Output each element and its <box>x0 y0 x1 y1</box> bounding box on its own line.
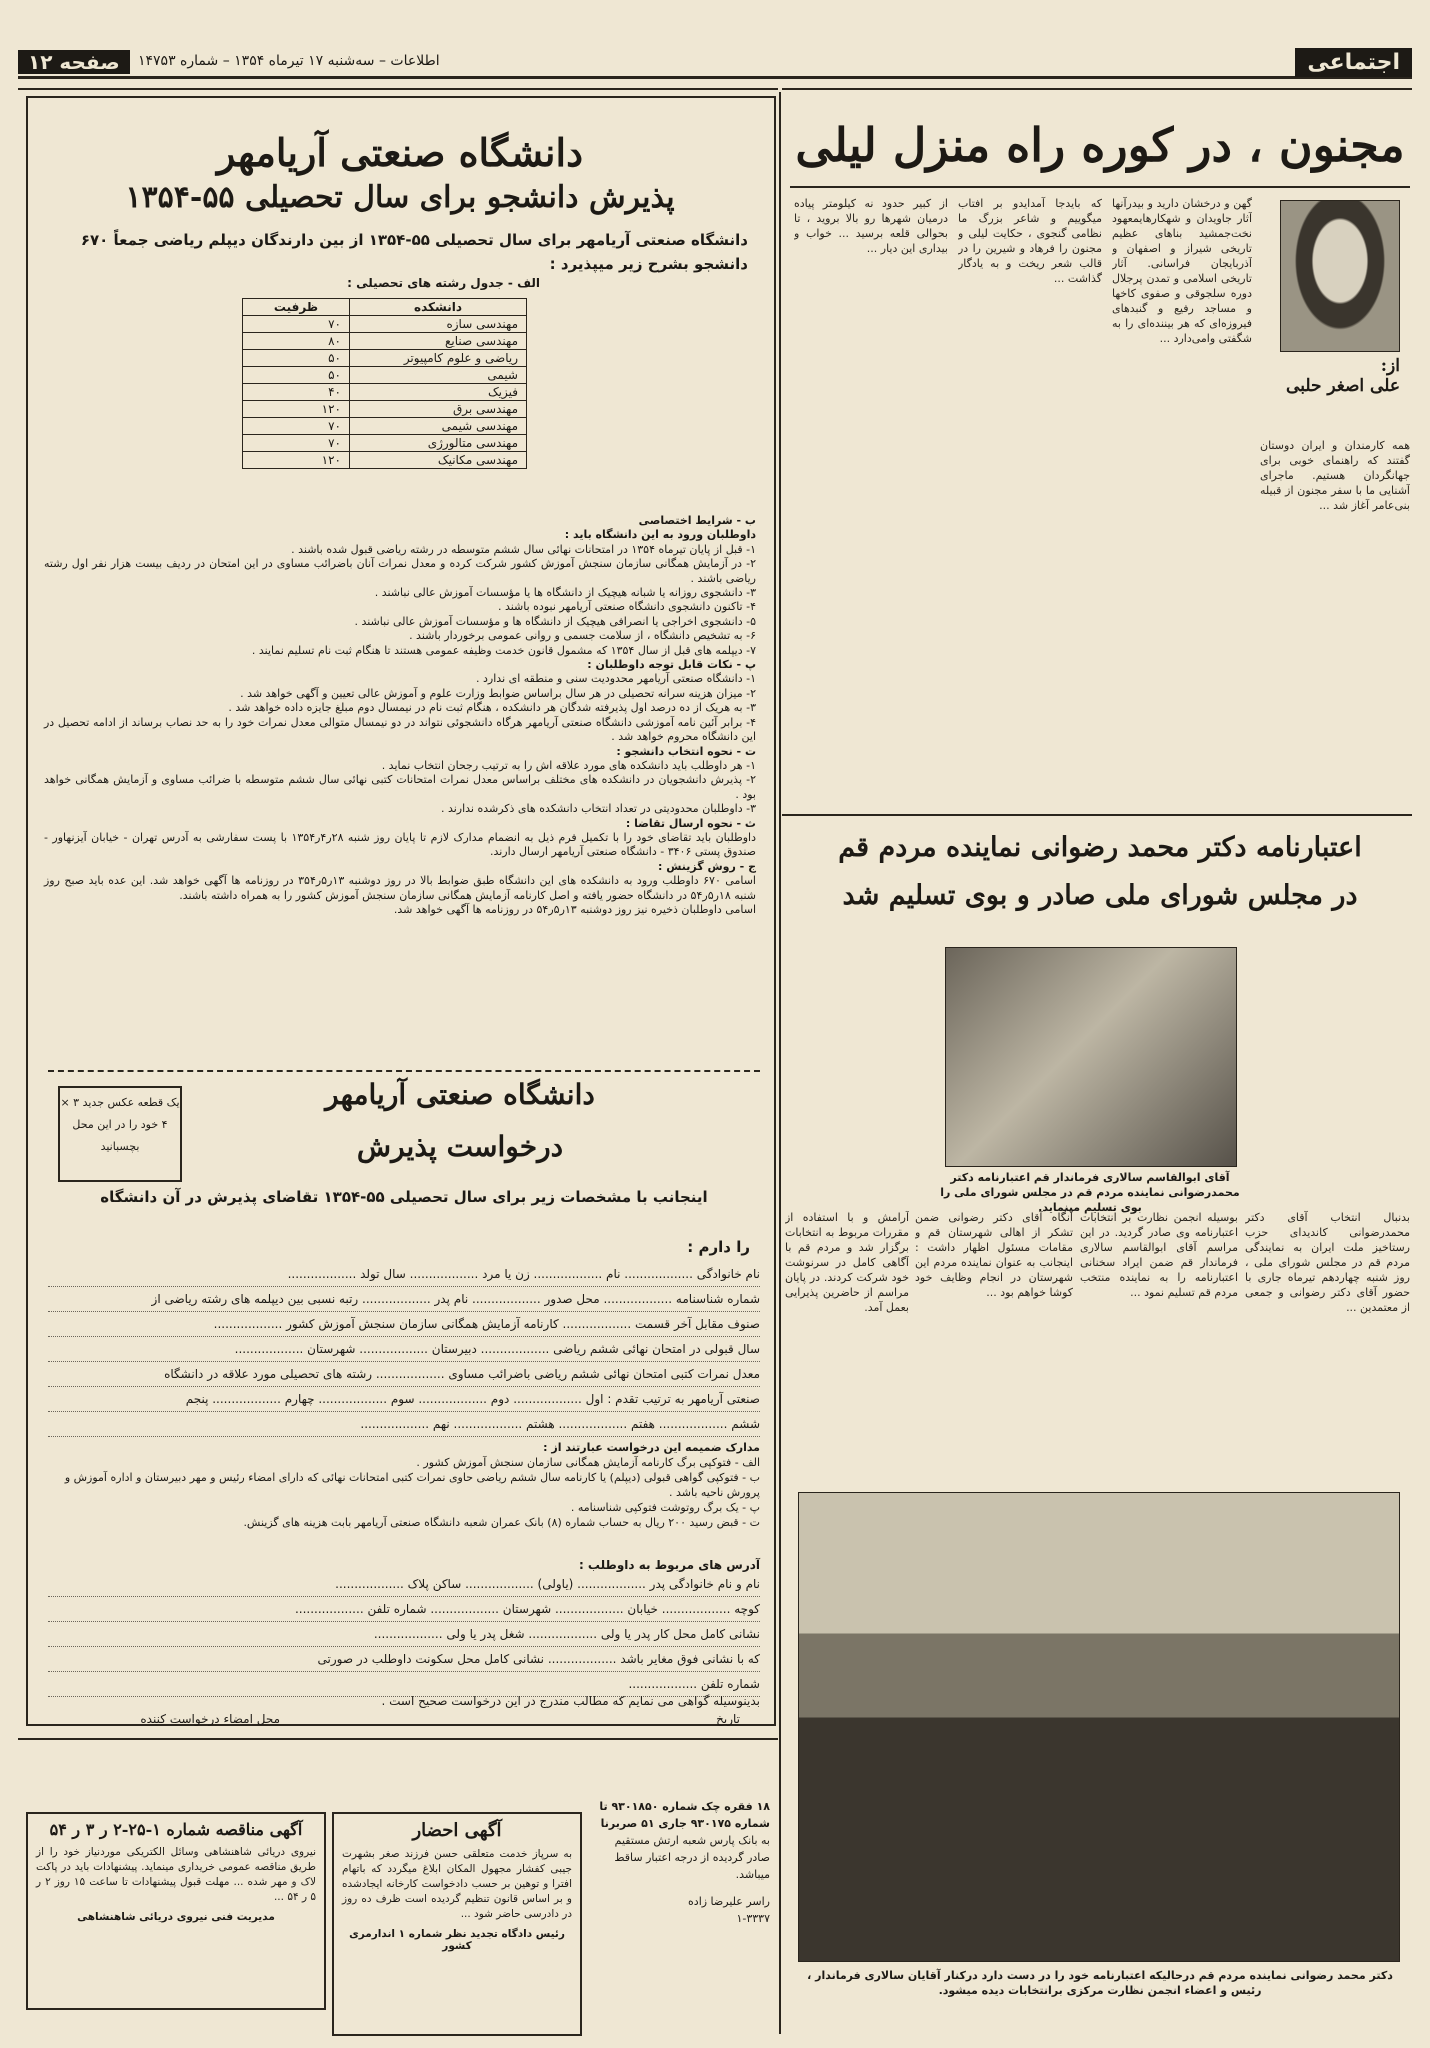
dateline: اطلاعات – سه‌شنبه ۱۷ تیرماه ۱۳۵۴ – شماره ۱۴۷۵۳ <box>138 53 440 69</box>
faculty-table-wrap <box>242 298 527 469</box>
second-col-3: آنگاه آقای دکتر رضوانی ضمن تشکر از اهالی شهرستان قم و مقامات مسئول اظهار داشت : اینجانب به عنوان نماینده مردم این شهرستان در انجام وظایف خود کوشا خواهم بود ... <box>915 1211 1073 1299</box>
article-col-2: گهن و درخشان دارید و بیدرآنها آثار جاویدان و شهکارهایمعهود نخت‌جمشید بناهای عظیم تاریخی شیراز و اصفهان و آذربایجان فراسانی. آثار تاریخی اسلامی و تمدن پرجلال دوره سلجوقی و صفوی کاخها و مساجد رفیع و گنبدهای فیروزه‌ای که هر بیننده‌ای را به شگفتی وامی‌دارد ... <box>1112 197 1252 345</box>
capacity-cell: ۸۰ <box>243 333 350 350</box>
condition-item: ۴- تاکنون دانشجوی دانشگاه صنعتی آریامهر نبوده باشند . <box>497 600 756 614</box>
address-title: آدرس های مربوط به داوطلب : <box>578 1558 760 1572</box>
address-row[interactable]: که با نشانی فوق مغایر باشد .................. نشانی کامل محل سکونت داوطلب در صورتی <box>48 1647 760 1672</box>
docs-list <box>48 1455 760 1530</box>
conditions-list <box>44 543 756 658</box>
article-top-rule <box>782 88 1412 90</box>
doc-item: ب - فتوکپی گواهی قبولی (دیپلم) یا کارنامه سال ششم ریاضی حاوی نمرات کتبی امتحانات نهائی که دارای امضاء رئیس و مهر دبیرستان و اداره آموزش و پرورش ناحیه باشد . <box>64 1471 760 1499</box>
selection-list <box>44 759 756 817</box>
table-row <box>243 333 527 350</box>
note-item: ۴- برابر آئین نامه آموزشی دانشگاه صنعتی آریامهر هرگاه دانشجوئی نتواند در دو نیمسال متوالی معدل نمرات خود را به حد نصاب برساند از ادامه تحصیل در این دانشگاه محروم خواهد شد . <box>44 715 756 744</box>
faculty-cell: مهندسی برق <box>350 401 527 418</box>
conditions-intro: داوطلبان ورود به این دانشگاه باید : <box>564 528 756 542</box>
col-header-faculty: دانشکده <box>350 299 527 316</box>
faculty-cell: شیمی <box>350 367 527 384</box>
legal-line1: ۱۸ فقره چک شماره ۹۳۰۱۸۵۰ تا شماره ۹۳۰۱۷۵ جاری ۵۱ صربرنا <box>599 1800 770 1830</box>
selection-item: ۳- داوطلبان محدودیتی در تعداد انتخاب دانشکده های ذکرشده ندارند . <box>440 802 756 816</box>
application-title: ث - نحوه ارسال تقاضا : <box>625 816 756 830</box>
faculty-cell: فیزیک <box>350 384 527 401</box>
byline <box>1270 356 1400 396</box>
date-label[interactable]: تاریخ <box>716 1712 740 1726</box>
form-field-row[interactable]: صنعتی آریامهر به ترتیب تقدم : اول .................. دوم .................. سوم .................. چهارم .................. پنجم <box>48 1387 760 1412</box>
certify-text: بدینوسیله گواهی می نمایم که مطالب مندرج در این درخواست صحیح است . <box>381 1694 760 1708</box>
capacity-cell: ۵۰ <box>243 350 350 367</box>
conditions-title: ب - شرایط اختصاصی <box>638 514 756 527</box>
second-col-2: بوسیله انجمن نظارت بر انتخابات اعتبارنامه وی صادر گردید. در این مراسم آقای ابوالقاسم سالاری فرماندار قم ضمن ایراد سخنانی اعتبارنامه را به نماینده منتخب مردم قم تسلیم نمود ... <box>1080 1211 1238 1299</box>
table-row <box>243 384 527 401</box>
capacity-cell: ۱۲۰ <box>243 452 350 469</box>
selection-item: ۱- هر داوطلب باید دانشکده های مورد علاقه اش را به ترتیب رجحان انتخاب نماید . <box>381 758 756 772</box>
section-label: اجتماعی <box>1295 48 1412 77</box>
capacity-cell: ۵۰ <box>243 367 350 384</box>
byline-from: از: <box>1380 356 1400 376</box>
faculty-cell: مهندسی شیمی <box>350 418 527 435</box>
masthead <box>18 50 1412 79</box>
photo-credential-handover <box>945 947 1237 1167</box>
form-field-row[interactable]: نام خانوادگی .................. نام .................. زن یا مرد .................. سال تولد .................. <box>48 1262 760 1287</box>
doc-item: الف - فتوکپی برگ کارنامه آزمایش همگانی سازمان سنجش آموزش کشور . <box>416 1456 760 1469</box>
doc-item: ت - قبض رسید ۲۰۰ ریال به حساب شماره (۸) بانک عمران شعبه دانشگاه صنعتی آریامهر بابت هزینه های گزینش. <box>243 1516 760 1529</box>
article-col-4: از کبیر حدود نه کیلومتر پیاده درمیان شهرها رو بالا بروید ، تا بحوالی قلعه برسید ... خواب و بیداری این دیار ... <box>794 197 948 255</box>
table-row <box>243 401 527 418</box>
ad-body <box>44 514 756 917</box>
note-item: ۲- میزان هزینه سرانه تحصیلی در هر سال براساس ضوابط وزارت علوم و آموزش عالی تعیین و آگهی خواهد شد . <box>240 686 756 700</box>
condition-item: ۷- دیپلمه های قبل از سال ۱۳۵۴ که مشمول قانون خدمت وظیفه عمومی هستند تا هنگام ثبت نام تسلیم نمایند . <box>251 643 756 657</box>
form-address <box>48 1558 760 1697</box>
photo-group-ceremony <box>798 1492 1400 1962</box>
second-headline-1: اعتبارنامه دکتر محمد رضوانی نماینده مردم قم <box>838 832 1362 863</box>
legal-signature: راسر علیرضا زاده <box>688 1895 770 1908</box>
address-row[interactable]: شماره تلفن .................. <box>48 1672 760 1697</box>
address-row[interactable]: نشانی کامل محل کار پدر یا ولی .................. شغل پدر یا ولی .................. <box>48 1622 760 1647</box>
application-text: داوطلبان باید تقاضای خود را با تکمیل فرم ذیل به انضمام مدارک لازم تا پایان روز شنبه ۲۸ر۴ر۱۳۵۴ با پست سفارشی به آدرس تهران - خیابان آیزنهاور - صندوق پستی ۳۴۰۶ - دانشگاه صنعتی آریامهر ارسال دارند. <box>44 830 756 859</box>
table-caption: الف - جدول رشته های تحصیلی : <box>347 276 540 290</box>
address-row[interactable]: نام و نام خانوادگی پدر .................. (یاولی) .................. ساکن پلاک .................. <box>48 1572 760 1597</box>
capacity-cell: ۷۰ <box>243 316 350 333</box>
condition-item: ۶- به تشخیص دانشگاه ، از سلامت جسمی و روانی عمومی برخوردار باشند . <box>409 629 756 643</box>
table-row <box>243 418 527 435</box>
page-number: صفحه ۱۲ <box>18 50 130 74</box>
tender-title: آگهی مناقصه شماره ۱-۲۵-۲ ر ۳ ر ۵۴ <box>49 1820 303 1839</box>
legal-line2: به بانک پارس شعبه ارتش مستقیم صادر گردیده از درجه اعتبار ساقط میباشد. <box>614 1834 770 1881</box>
headline-rule <box>790 186 1410 188</box>
table-row <box>243 452 527 469</box>
form-field-row[interactable]: ششم .................. هفتم .................. هشتم .................. نهم .................. <box>48 1412 760 1437</box>
article-col-3: که بایدجا آمدایدو بر افتاب میگوییم و شاعر بزرگ ما نظامی گنجوی ، حکایت لیلی و مجنون را فرهاد و شیرین را در قالب شعر ریخت و به یادگار گذاشت ... <box>958 197 1102 285</box>
form-docs <box>48 1440 760 1530</box>
legal-notice <box>590 1798 770 1927</box>
ad-intro: دانشگاه صنعتی آریامهر برای سال تحصیلی ۵۵-۱۳۵۴ از بین دارندگان دیپلم ریاضی جمعاً ۶۷۰ دانشجو بشرح زیر میپذیرد : <box>80 231 748 273</box>
ad-title: دانشگاه صنعتی آریامهر <box>217 130 583 175</box>
form-field-row[interactable]: سال قبولی در امتحان نهائی ششم ریاضی .................. دبیرستان .................. شهرستان .................. <box>48 1337 760 1362</box>
condition-item: ۲- در آزمایش همگانی سازمان سنجش آموزش کشور شرکت کرده و معدل نمرات آنان باضرائب مساوی در این امتحان در ردیف بیست هزار نفر اول رشته ریاضی باشند . <box>44 557 756 585</box>
address-row[interactable]: کوچه .................. خیابان .................. شهرستان .................. شماره تلفن .................. <box>48 1597 760 1622</box>
summons-body: به سرپاز خدمت متعلقی حسن فرزند صغر بشهرت جیبی کفشار مجهول المکان ابلاغ میگردد که باتهام افترا و توهین بر حسب دادخواست کارخانه ایجادشده و بر اساس قانون تنظیم گردیده است ظرف ده روز در دادرسی حاضر شود ... <box>342 1848 572 1920</box>
form-field-row[interactable]: معدل نمرات کتبی امتحان نهائی ششم ریاضی باضرائب مساوی .................. رشته های تحصیلی مورد علاقه در دانشگاه <box>48 1362 760 1387</box>
capacity-cell: ۴۰ <box>243 384 350 401</box>
summons-signature: رئیس دادگاه تجدید نظر شماره ۱ اندارمری کشور <box>349 1928 565 1952</box>
reserve-text: اسامی داوطلبان ذخیره نیز روز دوشنبه ۱۳ر۵ر۵۴ در روزنامه ها آگهی خواهد شد. <box>393 902 756 916</box>
second-col-1: بدنبال انتخاب آقای دکتر محمدرضوانی کاندیدای حزب رستاخیز ملت ایران به نمایندگی مردم قم در مجلس شورای ملی ، روز شنبه چهاردهم تیرماه جاری با حضور آقای دکتر رضوانی و جمعی از معتمدین ... <box>1245 1211 1410 1314</box>
tender-signature: مدیریت فنی نیروی دریائی شاهنشاهی <box>77 1911 275 1923</box>
second-headline-2: در مجلس شورای ملی صادر و بوی تسلیم شد <box>842 880 1358 911</box>
condition-item: ۳- دانشجوی روزانه یا شبانه هیچیک از دانشگاه ها یا مؤسسات آموزش عالی نباشند . <box>374 586 756 600</box>
faculty-cell: ریاضی و علوم کامپیوتر <box>350 350 527 367</box>
form-divider <box>48 1070 760 1072</box>
byline-name: علی اصغر حلبی <box>1286 376 1400 396</box>
capacity-cell: ۱۲۰ <box>243 401 350 418</box>
main-headline: مجنون ، در کوره راه منزل لیلی <box>795 118 1405 172</box>
docs-title: مدارک ضمیمه این درخواست عبارتند از : <box>543 1441 760 1454</box>
method-title: ج - روش گزینش : <box>658 859 756 873</box>
note-item: ۱- دانشگاه صنعتی آریامهر محدودیت سنی و منطقه ای ندارد . <box>476 672 756 686</box>
table-row <box>243 350 527 367</box>
table-row <box>243 316 527 333</box>
notes-title: پ - نکات قابل توجه داوطلبان : <box>587 658 756 672</box>
doc-item: پ - یک برگ روتوشت فتوکپی شناسنامه . <box>570 1501 760 1514</box>
notices-top-rule <box>18 1738 778 1740</box>
selection-item: ۲- پذیرش دانشجویان در دانشکده های مختلف براساس معدل نمرات امتحانات کتبی نهائی سال ششم متوسطه با ضرائب مساوی و آزمایش همگانی خواهد بود . <box>44 773 756 801</box>
article-bottom-rule <box>782 814 1412 816</box>
selection-title: ت - نحوه انتخاب دانشجو : <box>616 744 756 758</box>
ad-subtitle: پذیرش دانشجو برای سال تحصیلی ۵۵-۱۳۵۴ <box>125 180 675 215</box>
second-col-4: آرامش و با استفاده از مقررات مربوط به انتخابات برگزار شد و مردم قم با آگاهی کامل در سرنوشت خود شرکت کردند. در پایان مراسم از حاضرین پذیرایی بعمل آمد. <box>785 1211 909 1314</box>
column-divider <box>779 92 781 2034</box>
form-subtitle: درخواست پذیرش <box>356 1130 564 1163</box>
capacity-cell: ۷۰ <box>243 418 350 435</box>
faculty-cell: مهندسی سازه <box>350 316 527 333</box>
ad-top-rule <box>18 88 778 90</box>
tender-notice-box <box>26 1812 326 2010</box>
form-title: دانشگاه صنعتی آریامهر <box>325 1078 595 1111</box>
faculty-table <box>242 298 527 469</box>
signature-label[interactable]: محل امضاء درخواست کننده <box>140 1712 280 1726</box>
notes-list <box>44 672 756 744</box>
form-statement: اینجانب با مشخصات زیر برای سال تحصیلی ۵۵-۱۳۵۴ تقاضای پذیرش در آن دانشگاه <box>100 1188 708 1206</box>
form-have-label: را دارم : <box>687 1238 750 1256</box>
faculty-cell: مهندسی متالورژی <box>350 435 527 452</box>
method-text: اسامی ۶۷۰ داوطلب ورود به دانشکده های این دانشگاه طبق ضوابط بالا در روز دوشنبه ۱۳ر۵ر۳۵۴ در روزنامه ها آگهی خواهد شد. این عده باید صبح روز شنبه ۱۸ر۵ر۵۴ در دانشگاه حضور یافته و اصل کارنامه آزمایش همگانی سازمان سنجش آموزش کشور را به همراه داشته باشند. <box>44 874 756 902</box>
note-item: ۳- به هریک از ده درصد اول پذیرفته شدگان هر دانشکده ، هنگام ثبت نام در نیمسال دوم مبلغ جایزه داده خواهد شد . <box>228 701 756 715</box>
summons-notice-box <box>332 1812 582 2036</box>
photo-placeholder-box[interactable]: یک قطعه عکس جدید ۳ × ۴ خود را در این محل بچسبانید <box>58 1086 182 1182</box>
tender-body: نیروی دریائی شاهنشاهی وسائل الکتریکی موردنیاز خود را از طریق مناقصه عمومی خریداری مینماید. پیشنهادات باید در پاکت لاک و مهر شده ... مهلت قبول پیشنهادات تا ساعت ۱۵ روز ۲ ر ۵ ر ۵۴ ... <box>36 1846 316 1903</box>
photo2-caption: دکتر محمد رضوانی نماینده مردم قم درحالیکه اعتبارنامه خود را در دست دارد درکنار آقایان سالاری فرماندار ، رئیس و اعضاء انجمن نظارت مرکزی برانتخابات دیده میشود. <box>807 1969 1393 1997</box>
capacity-cell: ۷۰ <box>243 435 350 452</box>
form-field-row[interactable]: شماره شناسنامه .................. محل صدور .................. نام پدر .................. رتبه نسبی بین دیپلمه های رشته ریاضی از <box>48 1287 760 1312</box>
article-col-1: همه کارمندان و ایران دوستان گفتند که راهنمای خوبی برای جهانگردان هستیم. ماجرای آشنایی ما با سفر مجنون از قبیله بنی‌عامر آغاز شد ... <box>1260 439 1410 512</box>
photo1-caption: آقای ابوالقاسم سالاری فرماندار قم اعتبارنامه دکتر محمدرضوانی نماینده مردم قم در مجلس شورای ملی را بوی تسلیم مینماید. <box>940 1171 1240 1214</box>
form-footer <box>48 1694 760 1708</box>
condition-item: ۵- دانشجوی اخراجی یا انصرافی هیچیک از دانشگاه ها و مؤسسات آموزش عالی نباشند . <box>354 614 756 628</box>
form-field-row[interactable]: صنوف مقابل آخر قسمت .................. کارنامه آزمایش همگانی سازمان سنجش آموزش کشور .................. <box>48 1312 760 1337</box>
table-row <box>243 367 527 384</box>
author-portrait <box>1280 200 1400 352</box>
summons-title: آگهی احضار <box>412 1820 502 1841</box>
legal-code: ۱-۳۳۳۷ <box>736 1912 770 1925</box>
faculty-cell: مهندسی مکانیک <box>350 452 527 469</box>
table-row <box>243 435 527 452</box>
faculty-cell: مهندسی صنایع <box>350 333 527 350</box>
condition-item: ۱- قبل از پایان تیرماه ۱۳۵۴ در امتحانات نهائی سال ششم متوسطه در رشته ریاضی قبول شده باشند . <box>291 542 756 556</box>
col-header-capacity: ظرفیت <box>243 299 350 316</box>
form-fields <box>48 1262 760 1437</box>
